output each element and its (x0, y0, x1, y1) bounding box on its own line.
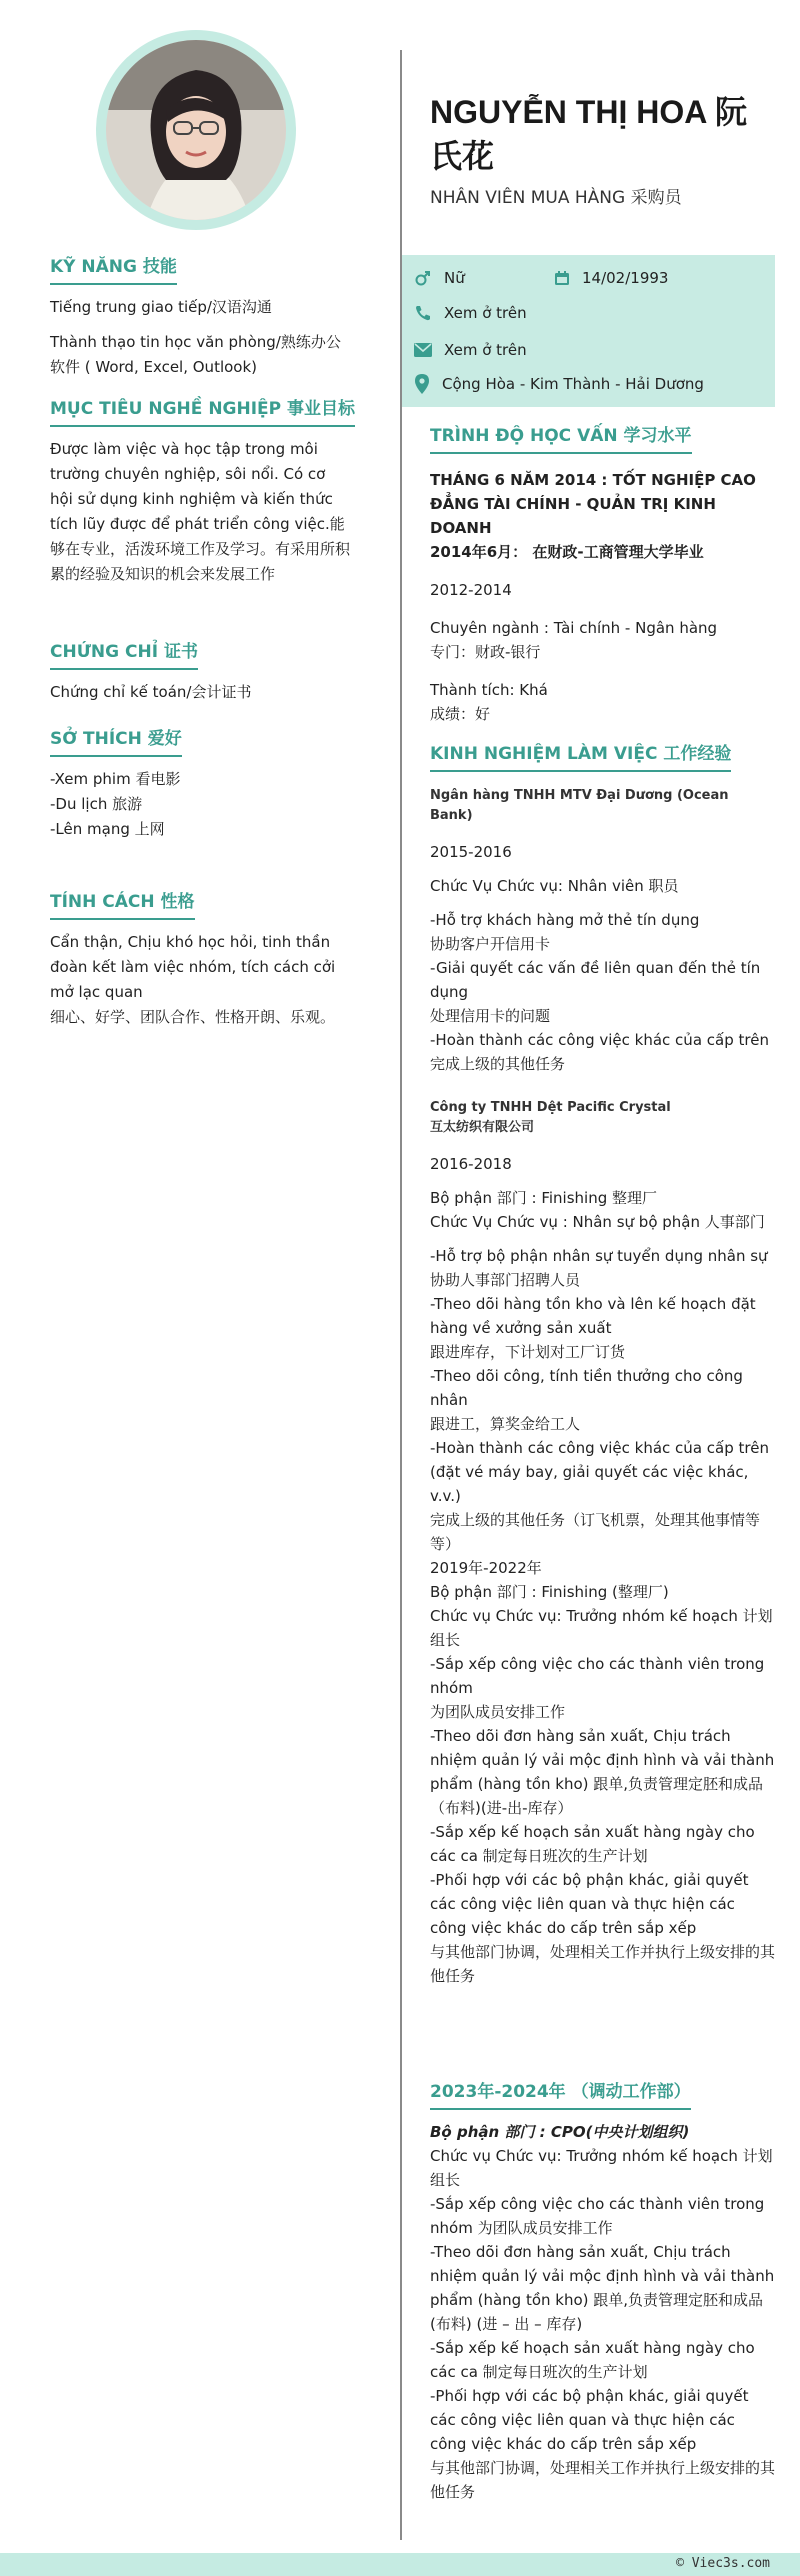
gender-icon (414, 269, 432, 287)
job1-position: Chức Vụ Chức vụ: Nhân viên 职员 (430, 877, 679, 895)
education-grade-cn: 成绩：好 (430, 705, 491, 723)
job3-dept: Bộ phận 部门 : CPO(中央计划组织) (430, 2123, 690, 2141)
job1-company: Ngân hàng TNHH MTV Đại Dương (Ocean Bank) (430, 788, 729, 823)
hobby-item: -Lên mạng 上网 (50, 820, 165, 838)
personality-title: TÍNH CÁCH 性格 (50, 890, 195, 920)
hobbies-list (50, 767, 350, 842)
certificates-title: CHỨNG CHỈ 证书 (50, 640, 198, 670)
personality-line-cn: 细心、好学、团队合作、性格开朗、乐观。 (50, 1008, 336, 1026)
job2-years: 2016-2018 (430, 1155, 512, 1173)
job3-body (430, 2120, 775, 2504)
job2-dept2: Bộ phận 部门 : Finishing (整理厂) (430, 1583, 669, 1601)
education-section (430, 424, 775, 726)
job3-position: Chức vụ Chức vụ: Trưởng nhóm kế hoạch 计划组长 (430, 2147, 773, 2189)
hobbies-title: SỞ THÍCH 爱好 (50, 727, 182, 757)
job3-line: -Sắp xếp kế hoạch sản xuất hàng ngày cho các ca 制定每日班次的生产计划 (430, 2339, 755, 2381)
job2-years2: 2019年-2022年 (430, 1559, 542, 1577)
avatar (106, 40, 286, 220)
phone-row (414, 302, 527, 324)
experience-title: KINH NGHIỆM LÀM VIỆC 工作经验 (430, 742, 731, 772)
job1-line: -Hoàn thành các công việc khác của cấp trên (430, 1031, 769, 1049)
job3-section (430, 2080, 775, 2504)
dob-value: 14/02/1993 (582, 269, 669, 287)
job2-line: 完成上级的其他任务（订飞机票，处理其他事情等等） (430, 1511, 761, 1553)
job1-line: 完成上级的其他任务 (430, 1055, 566, 1073)
dob-row (554, 267, 668, 289)
skills-title: KỸ NĂNG 技能 (50, 255, 177, 285)
education-grade: Thành tích: Khá (430, 681, 548, 699)
personality-text (50, 930, 350, 1030)
job2-line: 跟进库存，下计划对工厂订货 (430, 1343, 626, 1361)
skills-list (50, 295, 350, 380)
job2-position: Chức Vụ Chức vụ : Nhân sự bộ phận 人事部门 (430, 1213, 765, 1231)
job2-company: Công ty TNHH Dệt Pacific Crystal (430, 1100, 671, 1115)
education-body (430, 468, 775, 726)
hobby-item: -Xem phim 看电影 (50, 770, 181, 788)
education-headline-cn: 2014年6月： 在财政-工商管理大学毕业 (430, 543, 704, 561)
job3-line: -Theo dõi đơn hàng sản xuất, Chịu trách nhiệm quản lý vải mộc định hình và vải thành phẩm (hàng tồn kho) 跟单,负责管理定胚和成品(布料) (进 – 出 – 库存) (430, 2243, 775, 2333)
job2-line: 跟进工，算奖金给工人 (430, 1415, 581, 1433)
education-major: Chuyên ngành : Tài chính - Ngân hàng (430, 619, 718, 637)
hobbies-section (50, 727, 350, 842)
job3-line: -Phối hợp với các bộ phận khác, giải quyết các công việc liên quan và thực hiện các công việc khác do cấp trên sắp xếp (430, 2387, 749, 2453)
job2-position2: Chức vụ Chức vụ: Trưởng nhóm kế hoạch 计划组长 (430, 1607, 773, 1649)
candidate-name: NGUYỄN THỊ HOA 阮氏花 (430, 94, 748, 174)
personality-line-vi: Cẩn thận, Chịu khó học hỏi, tinh thần đoàn kết làm việc nhóm, tích cách cởi mở lạc quan (50, 933, 336, 1001)
job1-line: -Giải quyết các vấn đề liên quan đến thẻ tín dụng (430, 959, 761, 1001)
job2-line: -Hỗ trợ bộ phận nhân sự tuyển dụng nhân sự (430, 1247, 768, 1265)
contact-panel (402, 255, 775, 407)
job2-line: -Sắp xếp kế hoạch sản xuất hàng ngày cho các ca 制定每日班次的生产计划 (430, 1823, 755, 1865)
skill-item: Tiếng trung giao tiếp/汉语沟通 (50, 298, 272, 316)
job2-company-cn: 互太纺织有限公司 (430, 1120, 535, 1135)
job2-line: -Theo dõi công, tính tiền thưởng cho công nhân (430, 1367, 743, 1409)
avatar-ring (96, 30, 296, 230)
footer-bar (0, 2553, 800, 2576)
certificates-text: Chứng chỉ kế toán/会计证书 (50, 683, 252, 701)
education-major-cn: 专门：财政-银行 (430, 643, 541, 661)
email-value: Xem ở trên (444, 341, 527, 359)
certificates-section (50, 640, 350, 705)
job3-line: -Sắp xếp công việc cho các thành viên trong nhóm 为团队成员安排工作 (430, 2195, 765, 2237)
hobby-item: -Du lịch 旅游 (50, 795, 143, 813)
job1-line: 协助客户开信用卡 (430, 935, 551, 953)
job2-line: -Phối hợp với các bộ phận khác, giải quyết các công việc liên quan và thực hiện các công việc khác do cấp trên sắp xếp (430, 1871, 749, 1937)
job2-line: 与其他部门协调，处理相关工作并执行上级安排的其他任务 (430, 1943, 776, 1985)
avatar-photo (106, 40, 286, 220)
job3-title: 2023年-2024年 （调动工作部） (430, 2080, 691, 2110)
education-years: 2012-2014 (430, 581, 512, 599)
objective-text: Được làm việc và học tập trong môi trường chuyên nghiệp, sôi nổi. Có cơ hội sử dụng kinh nghiệm và kiến thức tích lũy được để phát triển công việc.能够在专业，活泼环境工作及学习。有采用所积累的经验及知识的机会来发展工作 (50, 440, 351, 583)
education-title: TRÌNH ĐỘ HỌC VẤN 学习水平 (430, 424, 692, 454)
gender-row (414, 267, 465, 289)
job2-line: -Sắp xếp công việc cho các thành viên trong nhóm (430, 1655, 765, 1697)
job2-line: -Hoàn thành các công việc khác của cấp trên (đặt vé máy bay, giải quyết các việc khác, v.v.) (430, 1439, 769, 1505)
job3-line: 与其他部门协调，处理相关工作并执行上级安排的其他任务 (430, 2459, 776, 2501)
job2-dept: Bộ phận 部门 : Finishing 整理厂 (430, 1189, 657, 1207)
skills-section (50, 255, 350, 390)
phone-value: Xem ở trên (444, 304, 527, 322)
email-row (414, 339, 527, 361)
job1-years: 2015-2016 (430, 843, 512, 861)
education-headline: THÁNG 6 NĂM 2014 : TỐT NGHIỆP CAO ĐẲNG TÀI CHÍNH - QUẢN TRỊ KINH DOANH (430, 471, 756, 537)
candidate-title: NHÂN VIÊN MUA HÀNG 采购员 (430, 188, 682, 208)
job1-line: 处理信用卡的问题 (430, 1007, 551, 1025)
job2-line: -Theo dõi đơn hàng sản xuất, Chịu trách nhiệm quản lý vải mộc định hình và vải thành phẩm (hàng tồn kho) 跟单,负责管理定胚和成品（布料)(进-出-库存） (430, 1727, 775, 1817)
skill-item: Thành thạo tin học văn phòng/熟练办公软件 ( Word, Excel, Outlook) (50, 333, 341, 376)
phone-icon (414, 304, 432, 322)
address-row (414, 373, 704, 395)
column-divider (400, 50, 402, 2540)
email-icon (414, 343, 432, 357)
location-icon (414, 374, 430, 394)
job1-line: -Hỗ trợ khách hàng mở thẻ tín dụng (430, 911, 700, 929)
calendar-icon (554, 270, 570, 286)
job2-line: -Theo dõi hàng tồn kho và lên kế hoạch đặt hàng về xưởng sản xuất (430, 1295, 756, 1337)
personality-section (50, 890, 350, 1030)
footer-credit: © Viec3s.com (676, 2556, 770, 2571)
job2-line: 协助人事部门招聘人员 (430, 1271, 581, 1289)
job2-line: 为团队成员安排工作 (430, 1703, 566, 1721)
experience-section (430, 742, 775, 1988)
address-value: Cộng Hòa - Kim Thành - Hải Dương (442, 375, 704, 393)
experience-body (430, 786, 775, 1988)
objective-title: MỤC TIÊU NGHỀ NGHIỆP 事业目标 (50, 397, 355, 427)
objective-section (50, 397, 356, 587)
gender-value: Nữ (444, 269, 465, 287)
